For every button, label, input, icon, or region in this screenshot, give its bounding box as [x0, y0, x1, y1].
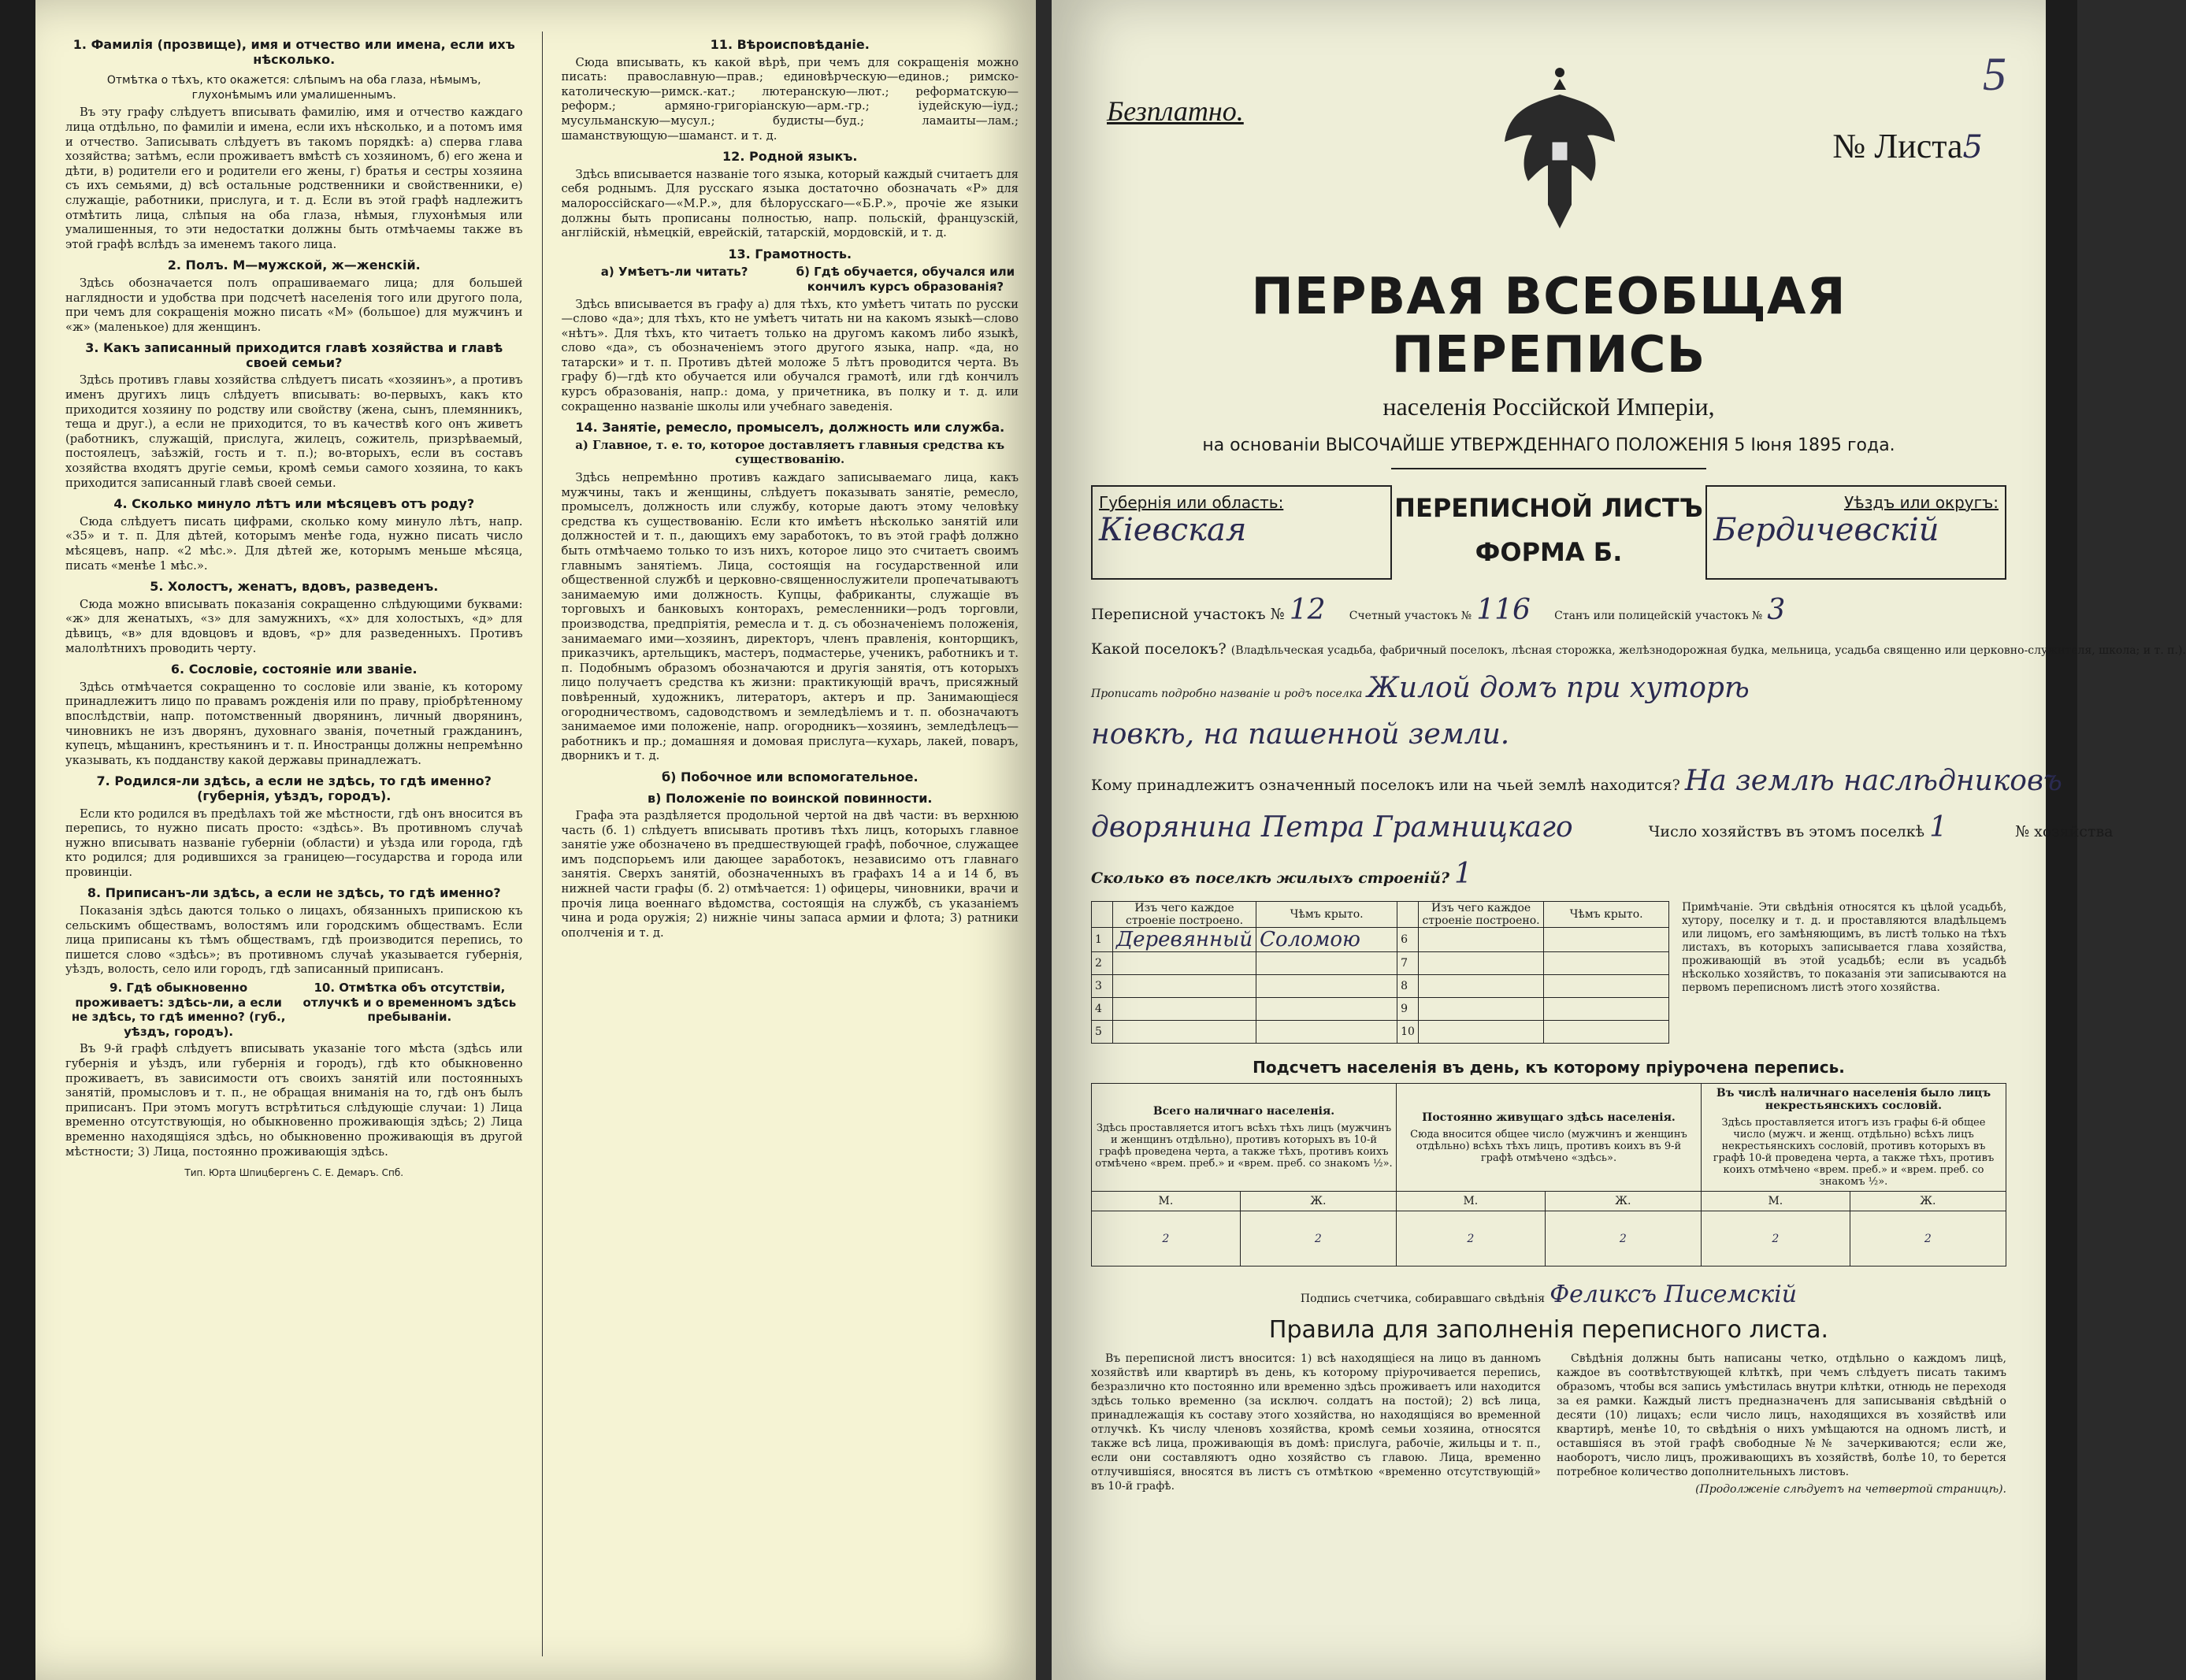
rules-paragraph: Свѣдѣнія должны быть написаны четко, отдѣльно о каждомъ лицѣ, каждое въ соотвѣтствующей клѣткѣ, при чемъ слѣдуетъ писать такимъ образомъ, чтобы вся запись умѣстилась внутри клѣтки, отнюдь не переходя за ея рамки. Каждый листъ предназначенъ для записыванія свѣдѣній о десяти (10) лицахъ; если число лицъ, находящихся въ хозяйствѣ или квартирѣ, менѣе 10, то свѣдѣнія о нихъ умѣщаются на одномъ листѣ, и оставшіяся въ этой графѣ свободные №№ зачеркиваются; если же, наоборотъ, число лицъ, проживающихъ въ хозяйствѣ, болѣе 10, то берется потребное количество дополнительныхъ листовъ. [1557, 1352, 2006, 1478]
header-cell: Изъ чего каждое строеніе построено. [1419, 902, 1544, 928]
households-value: 1 [1929, 811, 1948, 844]
section-text: Графа эта раздѣляется продольной чертой на двѣ части: въ верхнюю часть (б. 1) слѣдуетъ вписывать противъ тѣхъ лицъ, которыхъ главное занятіе уже обозначено въ предшествующей графѣ, побочное, служащее имъ подспорьемъ или дающее заработокъ, независимо отъ главнаго занятія. Сверхъ занятій, обозначенныхъ въ графахъ 14 а и 14 б, въ нижней части графы (б. 2) отмѣчается: 1) офицеры, чиновники, врачи и прочія лица военнаго вѣдомства, состоящія на службѣ, съ указаніемъ чина и рода оружія; 2) нижніе чины запаса армии и флота; 3) ратники ополченія и т. д. [561, 809, 1019, 940]
row-number: 1 [1092, 928, 1113, 952]
double-headed-eagle-icon [1501, 63, 1619, 236]
section-text: Сюда слѣдуетъ писать цифрами, сколько кому минуло лѣтъ, напр. «35» и т. п. Для дѣтей, которымъ менѣе года, нужно писать число мѣсяцевъ, напр. «2 мѣс.». Для дѣтей же, которымъ меньше мѣсяца, писать «менѣе 1 мѣс.». [65, 514, 523, 573]
owner-value-2: дворянина Петра Грамницкаго [1091, 811, 1573, 844]
two-column-heading [65, 981, 523, 1039]
header-cell [1396, 1084, 1701, 1192]
row-number: 7 [1397, 952, 1419, 975]
section-subheading: Отмѣтка о тѣхъ, кто окажется: слѣпымъ на оба глаза, нѣмымъ, глухонѣмымъ или умалишеннымъ. [106, 74, 481, 102]
row-number: 9 [1397, 998, 1419, 1021]
row-number: 6 [1397, 928, 1419, 952]
buildings-section [1091, 901, 2006, 1044]
table-header [1092, 1084, 2006, 1192]
section-heading: 3. Какъ записанный приходится главѣ хозяйства и главѣ своей семьи? [85, 340, 503, 370]
households-label: Число хозяйствъ въ этомъ поселкѣ [1648, 823, 1925, 840]
section-text: Сюда можно вписывать показанія сокращенно слѣдующими буквами: «ж» для женатыхъ, «з» для замужнихъ, «х» для холостыхъ, «д» для дѣвицъ, «в» для вдовцовъ и вдовъ, «р» для разведенныхъ. Противъ малолѣтнихъ проводить черту. [65, 597, 523, 655]
right-page [1052, 0, 2186, 1680]
owner-line-2 [1091, 811, 2114, 844]
table-row [1092, 952, 1669, 975]
guberniya-label: Губернія или область: [1099, 493, 1284, 512]
printer-footer: Тип. Юрта Шпицбергенъ С. Е. Демаръ. Спб. [184, 1167, 404, 1179]
header-cell [1397, 902, 1419, 928]
precinct-label: Переписной участокъ № [1091, 606, 1285, 623]
form-subtitle: ФОРМА Б. [1475, 537, 1623, 567]
section-heading: 1. Фамилія (прозвище), имя и отчество или имена, если ихъ нѣсколько. [72, 37, 515, 67]
buildings-note: Примѣчаніе. Эти свѣдѣнія относятся къ цѣлой усадьбѣ, хутору, поселку и т. д. и проставляются владѣльцемъ или лицомъ, его замѣняющимъ, въ листѣ только на тѣхъ листахъ, въ которыхъ записывается глава хозяйства, проживающій въ этой усадьбѣ; если въ усадьбѣ нѣсколько хозяйствъ, то показанія эти записываются на первомъ переписномъ листѣ этого хозяйства. [1682, 901, 2006, 994]
uezd-value: Бердичевскій [1713, 512, 1939, 548]
row-number: 8 [1397, 975, 1419, 998]
section-text: Показанія здѣсь даются только о лицахъ, обязанныхъ припискою къ сельскимъ обществамъ, волостямъ или городскимъ обществамъ. Если лица приписаны къ тѣмъ обществамъ, гдѣ производится перепись, то пишется слово «здѣсь»; въ противномъ случаѣ указывается губернія, уѣздъ, волость, село или городъ, гдѣ записанный приписанъ. [65, 904, 523, 977]
section-heading: а) Умѣетъ-ли читать? [600, 265, 748, 280]
section-heading: 14. Занятіе, ремесло, промыселъ, должность или служба. [575, 420, 1005, 436]
male-label: М. [1396, 1192, 1545, 1211]
section-heading: 10. Отмѣтка объ отсутствіи, отлучкѣ и о временномъ здѣсь пребываніи. [302, 981, 517, 1025]
female-label: Ж. [1545, 1192, 1701, 1211]
pop-value: 2 [1240, 1211, 1396, 1266]
sheet-number-value: 5 [1962, 129, 1983, 165]
settlement-label: Какой поселокъ? [1091, 640, 1227, 658]
row-number: 5 [1092, 1021, 1113, 1044]
count-label: Счетный участокъ № [1349, 610, 1472, 622]
form-header-row [1091, 485, 2006, 580]
section-text: Здѣсь противъ главы хозяйства слѣдуетъ писать «хозяинъ», а противъ именъ другихъ лицъ слѣдуетъ вписывать: во-первыхъ, какъ кто приходится хозяину по родству или свойству (жена, сынъ, племянникъ, теща и друг.), а если не приходится, то въ качествѣ кого онъ живетъ (работникъ, служащій, прислуга, жилецъ, сожитель, призрѣваемый, постоялецъ, заѣзжій, гость и т. п.); во-вторыхъ, если въ составъ хозяйства входятъ другіе семьи, кромѣ семьи самого хозяина, то какъ приходится записанный главѣ своей семьи. [65, 373, 523, 490]
rules-column-1 [1091, 1352, 1541, 1500]
row-number: 10 [1397, 1021, 1419, 1044]
rules-continuation: (Продолженіе слѣдуетъ на четвертой страницѣ). [1695, 1483, 2006, 1496]
pop-value: 2 [1396, 1211, 1545, 1266]
settlement-value-2: новкѣ, на пашенной земли. [1091, 718, 1510, 751]
section-heading: 12. Родной языкъ. [722, 149, 858, 165]
form-title: ПЕРЕПИСНОЙ ЛИСТЪ [1394, 493, 1703, 523]
rules-title: Правила для заполненія переписного листа. [1268, 1316, 1829, 1344]
section-heading: 6. Сословіе, состояніе или званіе. [170, 662, 418, 677]
population-table [1091, 1083, 2006, 1266]
guberniya-value: Кіевская [1099, 512, 1247, 548]
table-row [1092, 1211, 2006, 1266]
roof-cell: Соломою [1256, 928, 1397, 952]
buildings-line [1091, 858, 2006, 890]
table-header [1092, 902, 1669, 928]
owner-label: Кому принадлежитъ означенный поселокъ или на чьей землѣ находится? [1091, 777, 1680, 794]
rules-column-2 [1557, 1352, 2006, 1500]
female-label: Ж. [1240, 1192, 1396, 1211]
male-label: М. [1092, 1192, 1241, 1211]
section-text: Сюда вписывать, къ какой вѣрѣ, при чемъ для сокращенія можно писать: православную—прав.; единовѣрческую—единов.; римско-католическую—римск.-кат.; лютеранскую—лют.; реформатскую—реформ.; армяно-григоріанскую—арм.-гр.; іудейскую—іуд.; мусульманскую—мусул.; будисты—буд.; ламаиты—лам.; шаманствующую—шаманст. и т. д. [561, 55, 1019, 143]
owner-line [1091, 765, 2062, 797]
row-number: 2 [1092, 952, 1113, 975]
section-heading: б) Гдѣ обучается, обучался или кончилъ курсъ образованія? [796, 265, 1015, 294]
background-left [0, 0, 35, 1680]
pop-col1-head: Всего наличнаго населенія. [1152, 1105, 1335, 1118]
uezd-label: Уѣздъ или округъ: [1844, 493, 1999, 512]
row-number: 3 [1092, 975, 1113, 998]
female-label: Ж. [1850, 1192, 2006, 1211]
pop-value: 2 [1092, 1211, 1241, 1266]
pop-col3-head: Въ числѣ наличнаго населенія было лицъ некрестьянскихъ сословій. [1716, 1087, 1991, 1112]
precinct-value: 12 [1289, 594, 1326, 626]
precinct-line [1091, 594, 2006, 626]
signature-line [1091, 1281, 2006, 1308]
household-no-label: № хозяйства [2015, 823, 2114, 840]
population-title: Подсчетъ населенія въ день, къ которому пріурочена перепись. [1253, 1058, 1845, 1077]
guberniya-box [1091, 485, 1392, 580]
header-cell [1701, 1084, 2006, 1192]
settlement-hint-2: Прописать подробно названіе и родъ поселка [1091, 688, 1363, 700]
census-title: ПЕРВАЯ ВСЕОБЩАЯ ПЕРЕПИСЬ [1251, 268, 1846, 384]
section-text: Здѣсь обозначается полъ опрашиваемаго лица; для большей наглядности и удобства при подсчетѣ населенія того или другого пола, при чемъ для сокращенія можно писать «М» (большое) для мужчинъ и «ж» (маленькое) для женщинъ. [65, 276, 523, 334]
count-value: 116 [1476, 594, 1531, 626]
pop-col2-body: Сюда вносится общее число (мужчинъ и женщинъ отдѣльно) всѣхъ тѣхъ лицъ, противъ коихъ въ 9-й графѣ отмѣчено «здѣсь». [1410, 1128, 1687, 1164]
section-heading: 13. Грамотность. [728, 246, 852, 261]
header-cell: Чѣмъ крыто. [1544, 902, 1669, 928]
male-label: М. [1701, 1192, 1850, 1211]
signature-label: Подпись счетчика, собиравшаго свѣдѣнія [1300, 1292, 1546, 1305]
section-text: Здѣсь отмѣчается сокращенно то сословіе или званіе, къ которому принадлежитъ лицо по правамъ рожденія или по праву, пріобрѣтенному впослѣдствіи, напр. потомственный дворянинъ, личный дворянинъ, чиновникъ не изъ дворянъ, духовнаго званія, почетный гражданинъ, купецъ, мѣщанинъ, крестьянинъ и т. п. Иностранцы должны непремѣнно указывать, къ подданству какой державы принадлежатъ. [65, 680, 523, 767]
header-cell: Изъ чего каждое строеніе построено. [1113, 902, 1256, 928]
section-heading: 4. Сколько минуло лѣтъ или мѣсяцевъ отъ роду? [113, 496, 475, 512]
section-text: Если кто родился въ предѣлахъ той же мѣстности, гдѣ онъ вносится въ перепись, то нужно писать просто: «здѣсь». Въ противномъ случаѣ нужно вписывать названіе губерніи (области) и уѣзда или города, гдѣ кто родился; для родившихся за границею—государства и города или провинціи. [65, 807, 523, 879]
column-divider [542, 32, 543, 1656]
census-subtitle: населенія Россійской Имперіи, [1382, 392, 1715, 421]
settlement-value-line [1091, 672, 2006, 704]
section-text: Въ эту графу слѣдуетъ вписывать фамилію, имя и отчество каждаго лица отдѣльно, по фамиліи и имена, если ихъ нѣсколько, и а потомъ имя и отчество. Записывать слѣдуетъ въ такомъ порядкѣ: а) сперва глава хозяйства; затѣмъ, если проживаетъ вмѣстѣ съ хозяиномъ, б) его жена и дѣти, в) родители его и родители его жены, г) братья и сестры хозяина съ ихъ семьями, д) всѣ остальные родственники и свойственники, е) служащіе, работники, прислуга, и т. д. Если въ этой графѣ надлежитъ отмѣтить лица, слѣпыя на оба глаза, нѣмыя, глухонѣмыя или умалишенныя, то эти недостатки должны быть отмѣчаемы также въ этой графѣ вслѣдъ за именемъ такого лица. [65, 106, 523, 251]
instructions-column-2 [562, 32, 1019, 1656]
sheet-number [1832, 126, 1983, 166]
material-cell: Деревянный [1113, 928, 1256, 952]
section-heading: 11. Вѣроисповѣданіе. [710, 37, 870, 52]
two-column-heading [562, 265, 1019, 294]
section-heading: 8. Приписанъ-ли здѣсь, а если не здѣсь, то гдѣ именно? [87, 885, 501, 901]
pop-value: 2 [1545, 1211, 1701, 1266]
buildings-label: Сколько въ поселкѣ жилыхъ строеній? [1091, 870, 1449, 887]
rules-paragraph: Въ переписной листъ вносится: 1) всѣ находящіеся на лицо въ данномъ хозяйствѣ или квартирѣ въ день, къ которому пріурочивается перепись, безразлично кто постоянно или временно здѣсь проживаетъ или находится здѣсь только временно (за исключ. солдатъ на постой); 2) всѣ лица, принадлежащія къ составу этого хозяйства, но находящіяся во временной отлучкѣ. Къ числу членовъ хозяйства, кромѣ семьи хозяина, относятся также всѣ лица, проживающія въ домѣ: прислуга, рабочіе, жильцы и т. п., если они составляютъ одно хозяйство съ главою. Лица, временно отлучившіяся, вносятся въ листъ съ отмѣткою «временно отсутствующій» въ 10-й графѣ. [1091, 1352, 1541, 1493]
divider [1391, 468, 1706, 469]
table-row [1092, 975, 1669, 998]
form-title-block [1392, 485, 1705, 580]
section-text: Здѣсь непремѣнно противъ каждаго записываемаго лица, какъ мужчины, такъ и женщины, слѣдуетъ показывать занятіе, ремесло, промыселъ, должность или службу, которые даютъ этому человѣку средства къ существованію. Если кто имѣетъ нѣсколько занятій или должностей и т. п., дающихъ ему заработокъ, то въ этой графѣ должно быть отмѣчаемо только то изъ нихъ, которое лицо это считаетъ своимъ главнымъ занятіемъ. Лица, состоящія на государственной или общественной службѣ и церковно-священнослужители пропечатываютъ занимаемую ими должность. Купцы, фабриканты, служащіе въ торговыхъ и банковыхъ конторахъ, ремесленники—родъ торговли, производства, предпріятія, ремесла и т. д. съ обозначеніемъ положенія, занимаемаго ими—хозяинъ, директоръ, членъ правленія, конторщикъ, приказчикъ, артельщикъ, мастеръ, подмастерье, ученикъ, работникъ и т. п. Подобнымъ образомъ обозначаются и другія занятія, отъ которыхъ лицо получаетъ средства къ жизни: практикующій врачъ, присяжный повѣренный, художникъ, литераторъ, актеръ и пр. Занимающіеся огородничествомъ, садоводствомъ и земледѣліемъ и т. п. обозначаютъ занимаемое ими положеніе, напр. огородникъ—хозяинъ, земледѣлецъ—работникъ и пр.; домашняя и домовая прислуга—кухарь, лакей, поваръ, дворникъ и т. д. [561, 471, 1019, 763]
pop-value: 2 [1701, 1211, 1850, 1266]
handwritten-page-number: 5 [1983, 48, 2006, 100]
section-heading: 9. Гдѣ обыкновенно проживаетъ: здѣсь-ли, а если не здѣсь, то гдѣ именно? (губ., уѣздъ, городъ). [71, 981, 286, 1039]
sheet-number-label: № Листа [1832, 127, 1963, 165]
pop-value: 2 [1850, 1211, 2006, 1266]
free-label: Безплатно. [1107, 95, 1244, 127]
header-cell [1092, 902, 1113, 928]
stan-value: 3 [1767, 594, 1786, 626]
buildings-table [1091, 901, 1669, 1044]
section-subheading: а) Главное, т. е. то, которое доставляетъ главныя средства къ существованію. [575, 438, 1005, 467]
section-heading: в) Положеніе по воинской повинности. [648, 790, 933, 806]
instructions-column-1 [65, 32, 523, 1656]
row-number: 4 [1092, 998, 1113, 1021]
owner-value-1: На землѣ наслѣдниковъ [1684, 765, 2062, 797]
section-heading: 2. Полъ. М—мужской, ж—женскій. [167, 258, 421, 273]
settlement-value-line-2 [1091, 718, 2006, 751]
section-heading: 5. Холостъ, женатъ, вдовъ, разведенъ. [150, 579, 439, 595]
header-area [1091, 32, 2006, 165]
header-cell: Чѣмъ крыто. [1256, 902, 1397, 928]
section-heading: б) Побочное или вспомогательное. [661, 769, 919, 784]
header-cell [1092, 1084, 1397, 1192]
table-row [1092, 928, 1669, 952]
settlement-hint: (Владѣльческая усадьба, фабричный поселокъ, лѣсная сторожка, желѣзнодорожная будка, мельница, усадьба священно или церковно-служителя, школа; и т. п.). [1230, 644, 2186, 657]
settlement-line [1091, 640, 2186, 658]
buildings-value: 1 [1454, 858, 1472, 890]
pop-col3-body: Здѣсь проставляется итогъ изъ графы 6-й общее число (мужч. и женщ. отдѣльно) всѣхъ лицъ некрестьянскихъ сословій, противъ которыхъ въ графѣ 10-й проведена черта, а также тѣхъ, противъ коихъ отмѣчено «врем. преб.» и «врем. преб. со знакомъ ½». [1713, 1117, 1995, 1188]
pop-col1-body: Здѣсь проставляется итогъ всѣхъ тѣхъ лицъ (мужчинъ и женщинъ отдѣльно), противъ которыхъ въ 10-й графѣ проведена черта, а также тѣхъ, противъ коихъ отмѣчено «врем. преб.» и «врем. преб. со знакомъ ½». [1095, 1122, 1393, 1170]
stan-label: Станъ или полицейскій участокъ № [1554, 610, 1763, 622]
pop-col2-head: Постоянно живущаго здѣсь населенія. [1422, 1111, 1676, 1124]
section-text: Здѣсь вписывается въ графу а) для тѣхъ, кто умѣетъ читать по русски—слово «да»; для тѣхъ, кто не умѣетъ читать ни на какомъ языкѣ—слово «нѣтъ». Для тѣхъ, кто читаетъ только на другомъ какомъ либо языкѣ, слово «да», съ обозначеніемъ этого другого языка, напр. «да, но татарски» и т. п. Противъ дѣтей моложе 5 лѣтъ проводится черта. Въ графу б)—гдѣ кто обучается или обучался грамотѣ, или гдѣ кончилъ курсъ образованія, напр.: дома, у причетника, въ полку и т. д. или сокращенно названіе школы или учебнаго заведенія. [561, 297, 1019, 414]
table-row [1092, 1021, 1669, 1044]
left-page [35, 0, 1036, 1680]
table-row [1092, 1192, 2006, 1211]
section-text: Здѣсь вписывается названіе того языка, который каждый считаетъ для себя роднымъ. Для русскаго языка достаточно обозначать «Р» для малороссійскаго—«М.Р.», для бѣлорусскаго—«Б.Р.», прочіе же языки должны быть прописаны полностью, напр. польскій, французскій, англійскій, нѣмецкій, еврейскій, татарскій, мордовскій, и т. д. [561, 167, 1019, 240]
section-heading: 7. Родился-ли здѣсь, а если не здѣсь, то гдѣ именно? (губернія, уѣздъ, городъ). [96, 773, 492, 803]
table-row [1092, 998, 1669, 1021]
signature-value: Феликсъ Писемскій [1549, 1281, 1798, 1308]
legal-basis: на основаніи ВЫСОЧАЙШЕ УТВЕРЖДЕННАГО ПОЛОЖЕНІЯ 5 Іюня 1895 года. [1202, 436, 1895, 455]
settlement-value-1: Жилой домъ при хуторѣ [1367, 672, 1750, 704]
uezd-box [1705, 485, 2006, 580]
rules-text [1091, 1352, 2006, 1500]
section-text: Въ 9-й графѣ слѣдуетъ вписывать указаніе того мѣста (здѣсь или губернія и уѣздъ, или губернія и городъ), гдѣ кто обыкновенно проживаетъ, въ зависимости отъ своихъ занятій или постоянныхъ занятій, промысловъ и т. п., не обращая вниманія на то, гдѣ онъ былъ приписанъ. При этомъ могутъ встрѣтиться слѣдующіе случаи: 1) Лица временно отсутствующія, но обыкновенно проживающія здѣсь; 2) Лица временно находящіяся здѣсь, но обыкновенно проживающія въ другой мѣстности; 3) Лица, постоянно проживающія здѣсь. [65, 1042, 523, 1159]
